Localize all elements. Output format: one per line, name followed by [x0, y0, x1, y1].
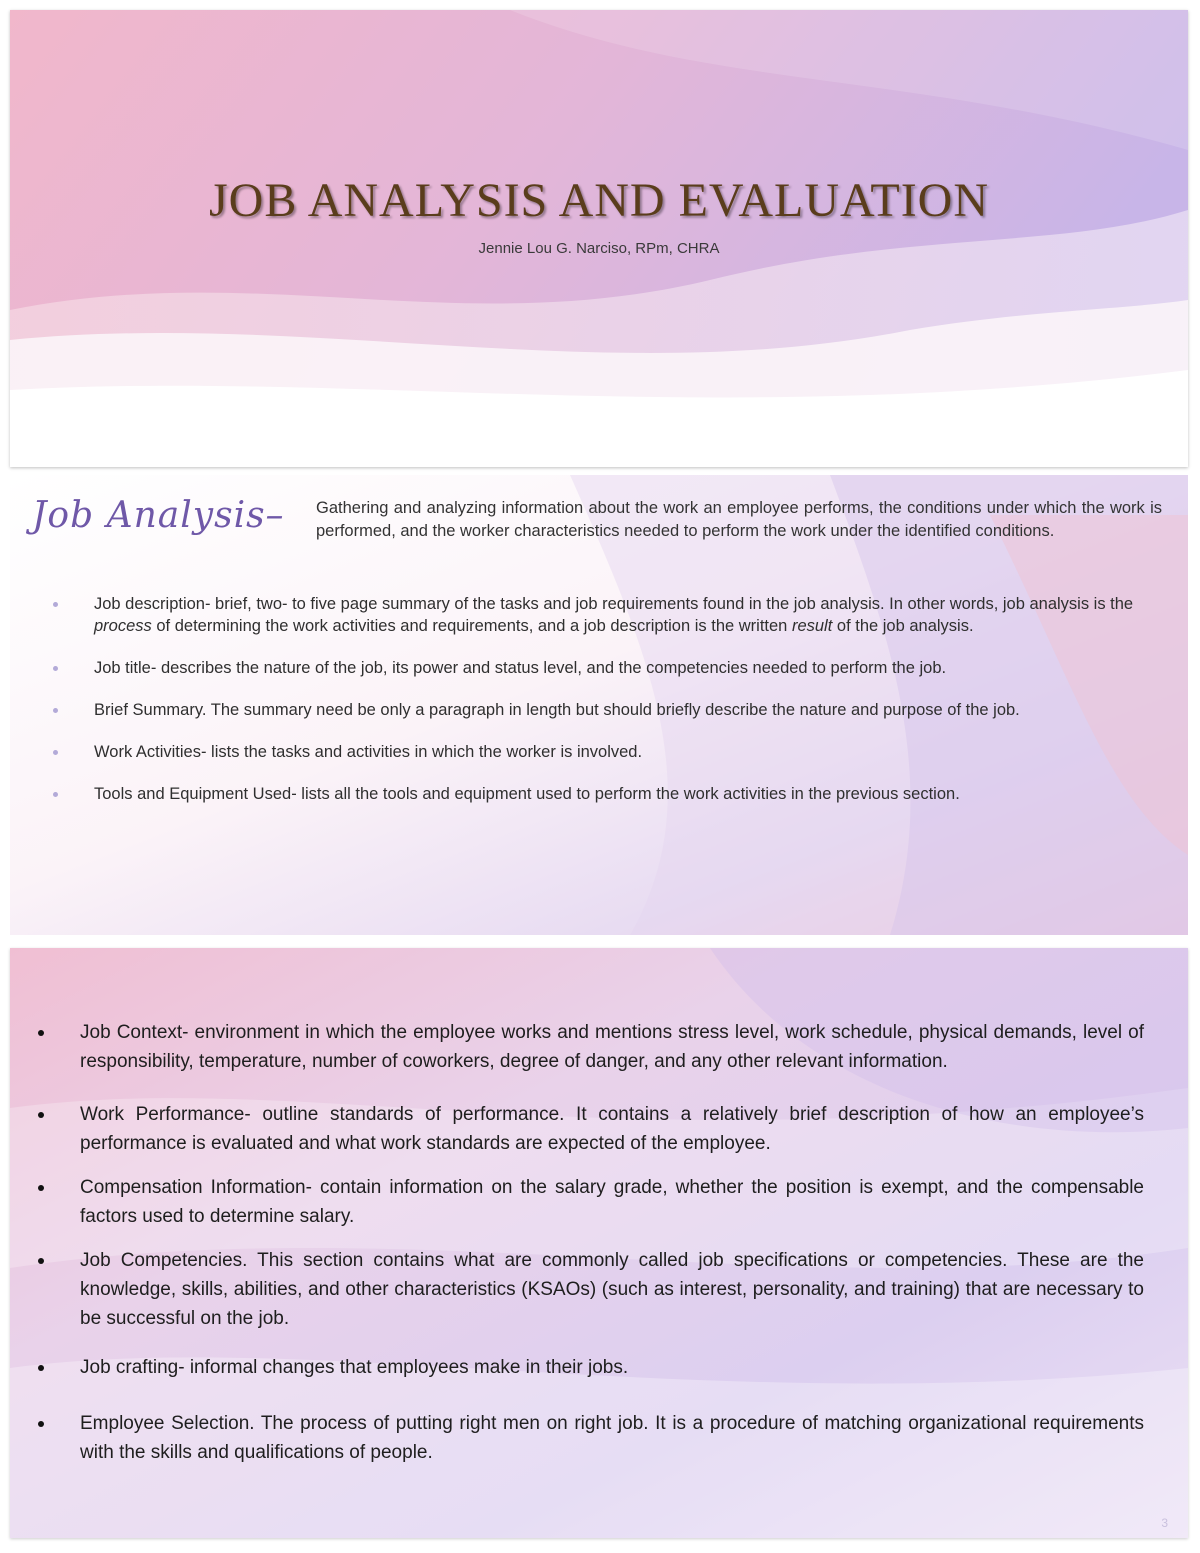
bullet-icon — [38, 1185, 44, 1191]
item-text: Employee Selection. The process of putting right men on right job. It is a procedure of matching organizational requirements with the skills and qualifications of people. — [80, 1413, 1144, 1463]
item-text: Job description- brief, two- to five page summary of the tasks and job requirements found in the job analysis. In other words, job analysis is the — [94, 595, 1134, 613]
item-text: Brief Summary. The summary need be only a paragraph in length but should briefly describe the nature and purpose of the job. — [94, 701, 1020, 719]
job-analysis-slide — [10, 475, 1188, 935]
list-item — [34, 1409, 1144, 1467]
item-text: Job Competencies. This section contains what are commonly called job specifications or competencies. These are the knowledge, skills, abilities, and other characteristics (KSAOs) (such as interest, personality, and training) that are necessary to be successful on the job. — [80, 1250, 1144, 1329]
list-item — [34, 1246, 1144, 1333]
list-item — [50, 699, 1160, 721]
list-item — [50, 741, 1160, 763]
item-text: of determining the work activities and requirements, and a job description is the written — [151, 617, 792, 635]
list-item — [34, 1100, 1144, 1158]
bullet-icon — [53, 666, 58, 671]
bullet-icon — [53, 792, 58, 797]
bullet-icon — [38, 1365, 44, 1371]
title-slide — [10, 10, 1188, 467]
document-title: JOB ANALYSIS AND EVALUATION — [208, 174, 990, 227]
job-analysis-list — [50, 593, 1160, 825]
bullet-icon — [38, 1030, 44, 1036]
job-analysis-heading: Job Analysis– — [32, 495, 285, 536]
item-text: Job crafting- informal changes that employees make in their jobs. — [80, 1357, 629, 1378]
item-text: Tools and Equipment Used- lists all the tools and equipment used to perform the work activities in the previous section. — [94, 785, 960, 803]
item-emphasis: process — [94, 617, 152, 635]
job-description-slide — [10, 948, 1188, 1538]
list-item — [50, 783, 1160, 805]
page-number: 3 — [1161, 1516, 1168, 1530]
item-text: Job title- describes the nature of the job, its power and status level, and the competencies needed to perform the job. — [94, 659, 947, 677]
list-item — [50, 593, 1160, 637]
title-slide-background — [10, 10, 1188, 467]
bullet-icon — [53, 708, 58, 713]
bullet-icon — [53, 750, 58, 755]
list-item — [50, 657, 1160, 679]
list-item — [34, 1018, 1144, 1076]
item-text: Work Performance- outline standards of performance. It contains a relatively brief description of how an employee’s performance is evaluated and what work standards are expected of the employee. — [80, 1104, 1144, 1154]
bullet-icon — [38, 1112, 44, 1118]
list-item — [34, 1173, 1144, 1231]
bullet-icon — [38, 1258, 44, 1264]
bullet-icon — [38, 1421, 44, 1427]
job-analysis-definition: Gathering and analyzing information about the work an employee performs, the conditions under which the work is performed, and the worker characteristics needed to perform the work under the identified conditions. — [316, 499, 1162, 540]
bullet-icon — [53, 602, 58, 607]
list-item — [34, 1353, 1144, 1382]
item-text: Compensation Information- contain information on the salary grade, whether the position is exempt, and the compensable factors used to determine salary. — [80, 1177, 1144, 1227]
item-text: Work Activities- lists the tasks and activities in which the worker is involved. — [94, 743, 643, 761]
author-name: Jennie Lou G. Narciso, RPm, CHRA — [478, 240, 720, 257]
item-text: Job Context- environment in which the employee works and mentions stress level, work schedule, physical demands, level of responsibility, temperature, number of coworkers, degree of danger, and any other relevant information. — [80, 1022, 1144, 1072]
item-emphasis: result — [791, 617, 833, 635]
item-text: of the job analysis. — [832, 617, 974, 635]
job-description-list — [34, 1018, 1144, 1467]
